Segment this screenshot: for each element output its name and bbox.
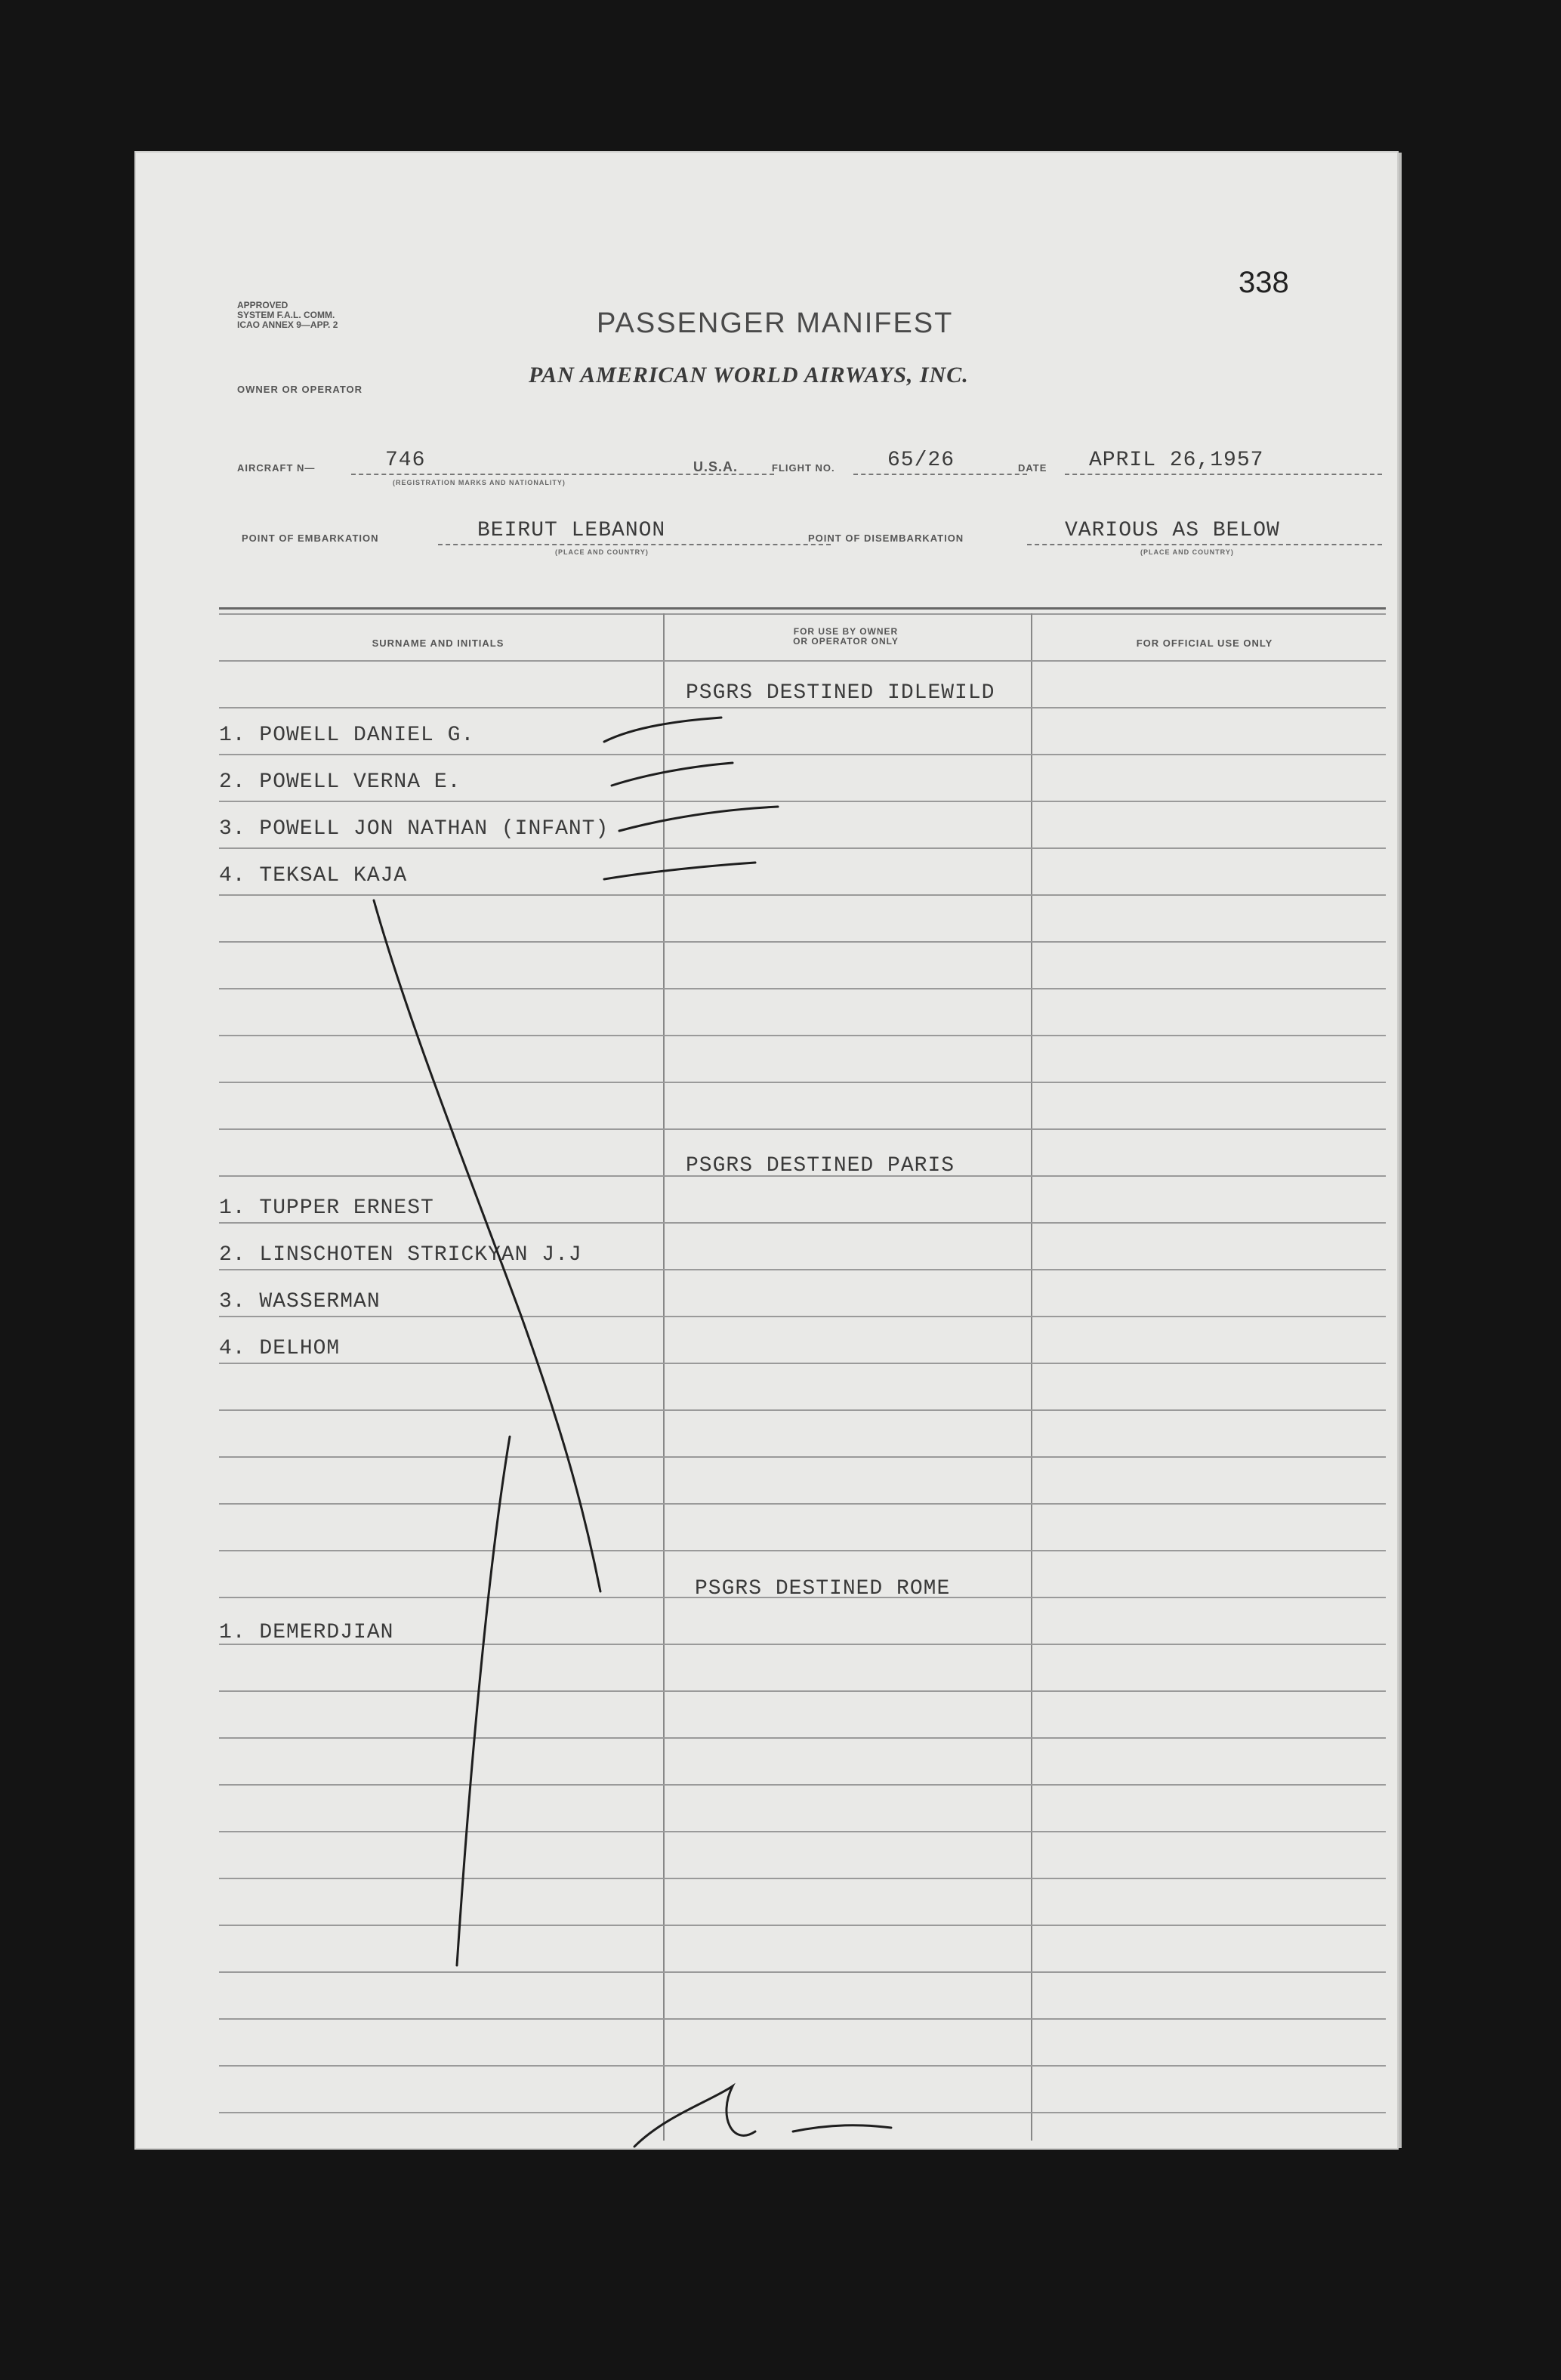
checkmark-stroke bbox=[604, 863, 755, 879]
passenger-entry: 4. DELHOM bbox=[219, 1337, 341, 1360]
passenger-entry: 2. LINSCHOTEN STRICKYAN J.J bbox=[219, 1243, 582, 1267]
column-header-names: SURNAME AND INITIALS bbox=[372, 637, 504, 649]
date-value: APRIL 26,1957 bbox=[1089, 449, 1264, 472]
passenger-entry: 1. TUPPER ERNEST bbox=[219, 1196, 434, 1220]
signature-stroke bbox=[793, 2125, 891, 2132]
approval-note: APPROVED SYSTEM F.A.L. COMM. ICAO ANNEX 9—APP. 2 bbox=[237, 300, 338, 330]
passenger-entry: 3. POWELL JON NATHAN (INFANT) bbox=[219, 817, 609, 841]
column-header-official-use: FOR OFFICIAL USE ONLY bbox=[1136, 637, 1273, 649]
checkmark-stroke bbox=[612, 763, 733, 786]
aircraft-sublabel: (REGISTRATION MARKS AND NATIONALITY) bbox=[393, 479, 566, 486]
passenger-entry: 1. POWELL DANIEL G. bbox=[219, 724, 475, 747]
handwritten-marks bbox=[136, 153, 1397, 2148]
document-title: PASSENGER MANIFEST bbox=[597, 307, 954, 339]
aircraft-label: AIRCRAFT N— bbox=[237, 462, 316, 474]
disembarkation-value: VARIOUS AS BELOW bbox=[1065, 519, 1280, 542]
passenger-entry: 2. POWELL VERNA E. bbox=[219, 770, 461, 794]
manifest-page bbox=[136, 153, 1397, 2148]
passenger-entry: 3. WASSERMAN bbox=[219, 1290, 381, 1313]
checkmark-stroke bbox=[604, 718, 721, 742]
disembarkation-sublabel: (PLACE AND COUNTRY) bbox=[1140, 548, 1234, 556]
embarkation-sublabel: (PLACE AND COUNTRY) bbox=[555, 548, 649, 556]
aircraft-country: U.S.A. bbox=[693, 459, 739, 474]
pen-line-stroke bbox=[457, 1437, 510, 1965]
operator-label: OWNER OR OPERATOR bbox=[237, 384, 363, 395]
embarkation-value: BEIRUT LEBANON bbox=[477, 519, 666, 542]
column-header-owner-use: FOR USE BY OWNER OR OPERATOR ONLY bbox=[793, 626, 899, 647]
passenger-entry: 4. TEKSAL KAJA bbox=[219, 864, 408, 887]
operator-name: PAN AMERICAN WORLD AIRWAYS, INC. bbox=[529, 363, 969, 387]
pen-line-stroke bbox=[374, 900, 600, 1591]
checkmark-stroke bbox=[619, 807, 778, 831]
group-destination-idlewild: PSGRS DESTINED IDLEWILD bbox=[686, 681, 995, 705]
embarkation-label: POINT OF EMBARKATION bbox=[242, 532, 379, 544]
signature-stroke bbox=[634, 2086, 755, 2147]
disembarkation-label: POINT OF DISEMBARKATION bbox=[808, 532, 964, 544]
flight-value: 65/26 bbox=[887, 449, 955, 472]
date-label: DATE bbox=[1018, 462, 1047, 474]
group-destination-rome: PSGRS DESTINED ROME bbox=[695, 1577, 951, 1601]
group-destination-paris: PSGRS DESTINED PARIS bbox=[686, 1154, 955, 1178]
page-number: 338 bbox=[1239, 266, 1289, 299]
aircraft-value: 746 bbox=[385, 449, 426, 472]
passenger-entry: 1. DEMERDJIAN bbox=[219, 1621, 394, 1644]
flight-label: FLIGHT NO. bbox=[772, 462, 835, 474]
